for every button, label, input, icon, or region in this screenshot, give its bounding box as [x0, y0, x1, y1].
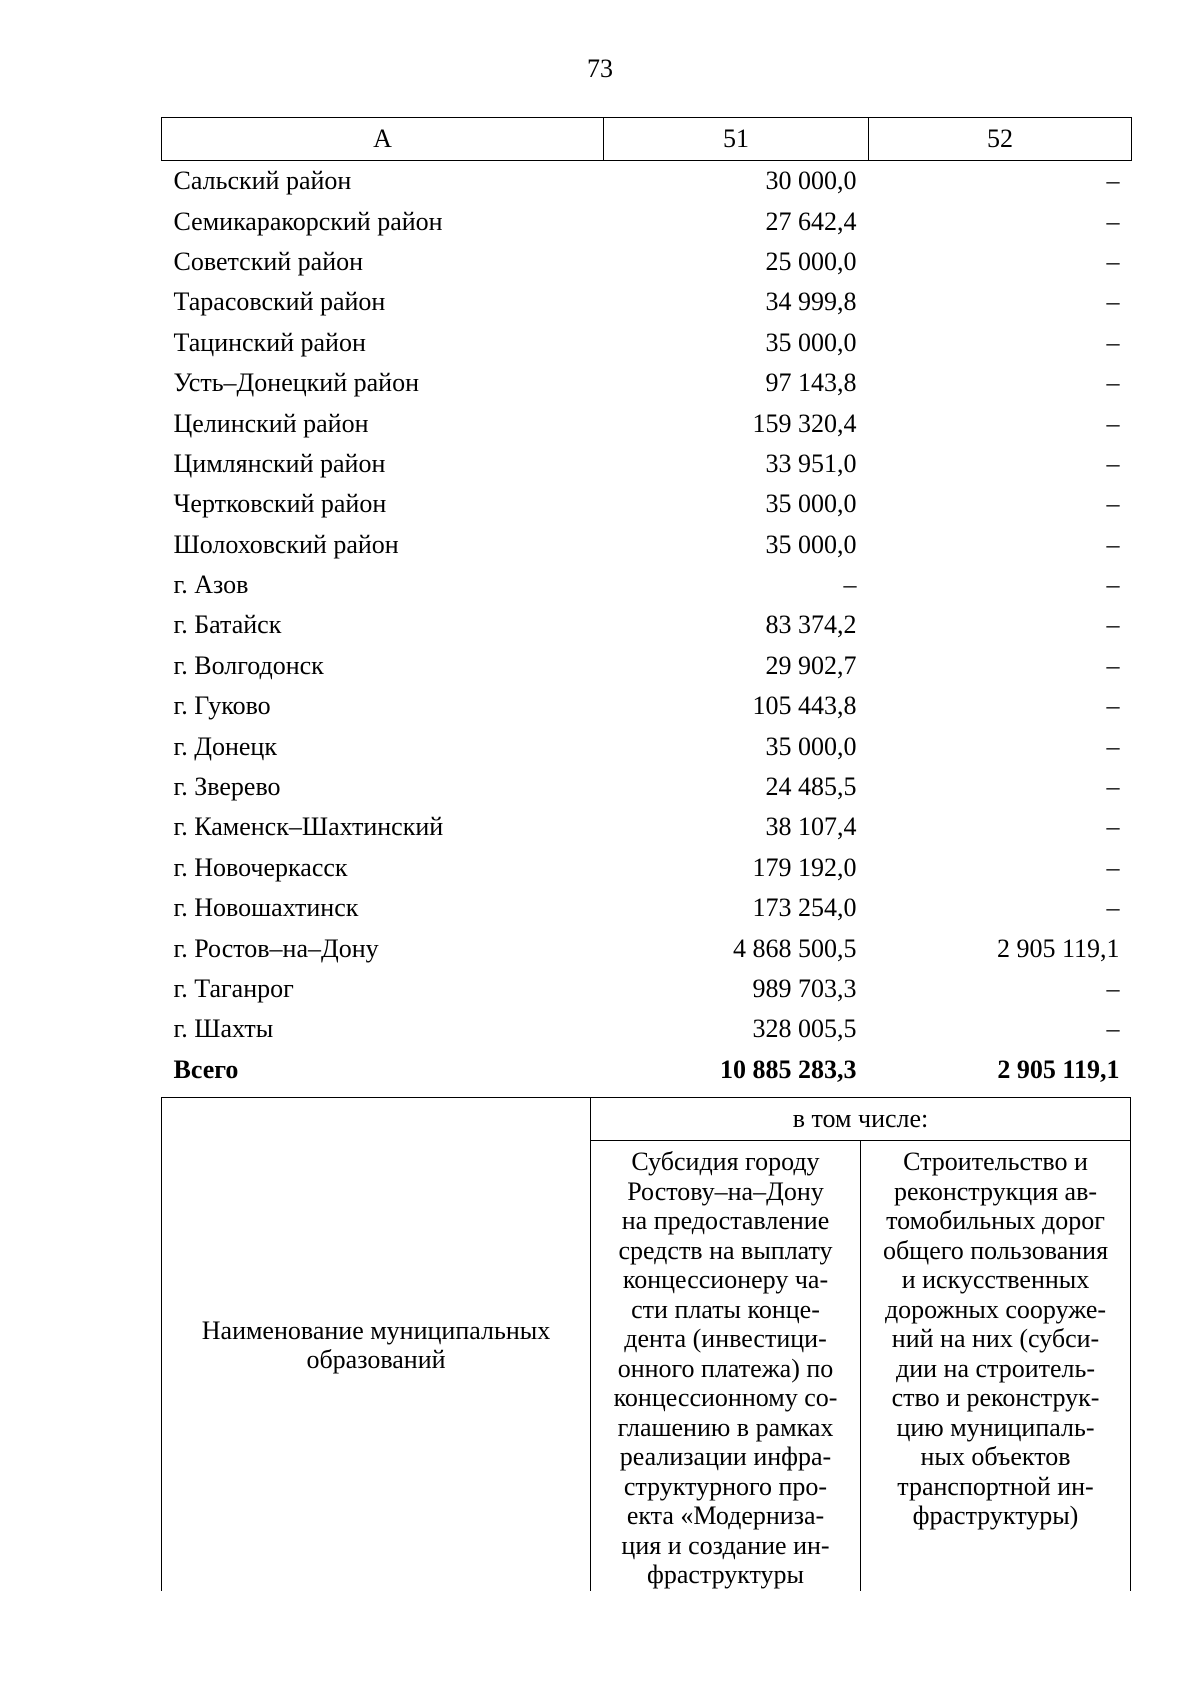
municipality-name: г. Гуково [173, 691, 271, 721]
value-52: – [1106, 731, 1120, 761]
table-row [162, 201, 1132, 241]
value-51: 35 000,0 [765, 731, 857, 761]
value-51: 35 000,0 [765, 529, 857, 559]
table-row [162, 928, 1132, 968]
value-52: – [1106, 893, 1120, 923]
table-row [162, 807, 1132, 847]
value-52: – [1106, 772, 1120, 802]
value-51: 35 000,0 [765, 489, 857, 519]
value-52: – [1106, 368, 1120, 398]
header-line: екта «Модерниза- [626, 1501, 825, 1530]
table-row [162, 888, 1132, 928]
value-52: – [1106, 448, 1120, 478]
table-body [162, 161, 1132, 1090]
table-header-row [162, 118, 1132, 161]
road-construction-column-header [861, 1141, 1131, 1592]
value-51: 30 000,0 [765, 166, 857, 196]
municipality-name: г. Волгодонск [173, 650, 324, 680]
header-line: томобильных дорог [886, 1206, 1105, 1235]
municipality-name: г. Донецк [173, 731, 277, 761]
header-line: дии на строитель- [895, 1353, 1096, 1383]
header-line: структурного про- [623, 1471, 828, 1501]
header-line: дента (инвестици- [624, 1324, 827, 1353]
header-line: глашению в рамках [617, 1412, 834, 1442]
municipality-name: Тацинский район [173, 327, 366, 357]
header-line: дорожных сооруже- [884, 1294, 1107, 1324]
municipality-name: Целинский район [173, 408, 369, 438]
value-51: 34 999,8 [765, 287, 857, 317]
header-line: онного платежа) по [617, 1353, 834, 1383]
municipality-name: г. Каменск–Шахтинский [173, 812, 444, 842]
municipality-name: Сальский район [173, 166, 352, 196]
value-51: 83 374,2 [765, 610, 857, 640]
value-52: – [1106, 650, 1120, 680]
column-header-a: А [162, 118, 604, 161]
municipality-name: Усть–Донецкий район [173, 368, 419, 398]
header-line: ний на них (субси- [891, 1324, 1100, 1353]
value-52: – [1106, 206, 1120, 236]
municipality-name: Семикаракорский район [173, 206, 443, 236]
municipality-name: Шолоховский район [173, 529, 399, 559]
header-line: Наименование муниципальных [201, 1315, 551, 1345]
header-line: Строительство и [903, 1147, 1088, 1176]
header-line: ство и реконструк- [891, 1383, 1100, 1412]
header-line: фраструктуры [646, 1560, 805, 1589]
value-51: 38 107,4 [765, 812, 857, 842]
value-51: 179 192,0 [752, 852, 857, 882]
table-row [162, 444, 1132, 484]
header-line: транспортной ин- [897, 1471, 1094, 1501]
municipality-column-header-text [162, 1316, 590, 1374]
table-row [162, 242, 1132, 282]
continuation-header-table [161, 1097, 1131, 1591]
table-row [162, 686, 1132, 726]
value-52: – [1106, 691, 1120, 721]
table-row [162, 726, 1132, 766]
value-52: – [1106, 408, 1120, 438]
municipality-name: г. Таганрог [173, 974, 294, 1003]
value-51: 328 005,5 [752, 1014, 857, 1044]
municipality-name: г. Ростов–на–Дону [173, 933, 379, 963]
table-row [162, 605, 1132, 645]
table-row [162, 525, 1132, 565]
including-label: в том числе: [591, 1098, 1131, 1141]
value-51: 97 143,8 [765, 368, 857, 398]
header-line: фраструктуры) [912, 1501, 1079, 1530]
value-51: 159 320,4 [752, 408, 857, 438]
value-52: – [1106, 287, 1120, 317]
rostov-subsidy-column-header [591, 1141, 861, 1592]
header-line: Ростову–на–Дону [627, 1176, 824, 1206]
table-row [162, 161, 1132, 202]
municipality-name: г. Шахты [173, 1014, 274, 1044]
header-line: ных объектов [920, 1442, 1071, 1471]
value-52: – [1106, 570, 1120, 600]
value-51: 989 703,3 [752, 974, 857, 1003]
table-row [162, 323, 1132, 363]
municipality-name: Всего [173, 1054, 239, 1084]
table-row [162, 646, 1132, 686]
table-row [162, 848, 1132, 888]
header-line: реконструкция ав- [893, 1176, 1098, 1206]
table-row [162, 282, 1132, 322]
table-row [162, 969, 1132, 1009]
value-52: 2 905 119,1 [996, 933, 1120, 963]
municipality-name: г. Азов [173, 570, 249, 600]
value-51: 35 000,0 [765, 327, 857, 357]
municipality-name: Чертковский район [173, 489, 387, 519]
value-51: 4 868 500,5 [733, 933, 857, 963]
table-row [162, 565, 1132, 605]
municipality-name: г. Новочеркасск [173, 852, 348, 882]
municipality-column-header [162, 1098, 591, 1592]
header-line: Субсидия городу [631, 1147, 820, 1176]
subsidy-table [161, 117, 1132, 1090]
table-row [162, 363, 1132, 403]
header-line: средств на выплату [618, 1235, 833, 1265]
value-52: – [1106, 812, 1120, 842]
value-52: – [1106, 327, 1120, 357]
value-52: – [1106, 529, 1120, 559]
table-row [162, 1009, 1132, 1049]
header-line: и искусственных [901, 1265, 1090, 1294]
value-51: 27 642,4 [765, 206, 857, 236]
municipality-name: Советский район [173, 246, 364, 276]
value-51: 10 885 283,3 [720, 1054, 857, 1084]
value-52: – [1106, 1014, 1120, 1044]
table-row [162, 484, 1132, 524]
header-line: реализации инфра- [619, 1442, 832, 1471]
value-52: – [1106, 610, 1120, 640]
header-line: на предоставление [621, 1206, 830, 1235]
header-line: общего пользования [882, 1235, 1109, 1265]
header-line: образований [306, 1344, 446, 1374]
municipality-name: Цимлянский район [173, 448, 386, 478]
municipality-name: г. Зверево [173, 772, 281, 802]
header-line: концессионеру ча- [622, 1265, 829, 1294]
total-row [162, 1050, 1132, 1090]
header-line: концессионному со- [613, 1383, 838, 1412]
column-header-51: 51 [604, 118, 869, 161]
header-line: цию муниципаль- [896, 1412, 1095, 1442]
value-52: – [1106, 489, 1120, 519]
value-52: – [1106, 974, 1120, 1003]
value-51: 24 485,5 [765, 772, 857, 802]
table-row [162, 403, 1132, 443]
header-line: сти платы конце- [631, 1294, 820, 1324]
page-number: 73 [587, 54, 613, 83]
value-51: 33 951,0 [765, 448, 857, 478]
value-51: 173 254,0 [752, 893, 857, 923]
value-51: – [843, 570, 857, 600]
table-row [162, 767, 1132, 807]
value-52: – [1106, 166, 1120, 196]
value-52: – [1106, 246, 1120, 276]
value-52: – [1106, 852, 1120, 882]
value-52: 2 905 119,1 [997, 1054, 1120, 1084]
column-header-52: 52 [869, 118, 1132, 161]
municipality-name: Тарасовский район [173, 287, 386, 317]
value-51: 29 902,7 [765, 650, 857, 680]
municipality-name: г. Новошахтинск [173, 893, 359, 923]
municipality-name: г. Батайск [173, 610, 282, 640]
value-51: 25 000,0 [765, 246, 857, 276]
header-line: ция и создание ин- [621, 1530, 830, 1560]
value-51: 105 443,8 [752, 691, 857, 721]
